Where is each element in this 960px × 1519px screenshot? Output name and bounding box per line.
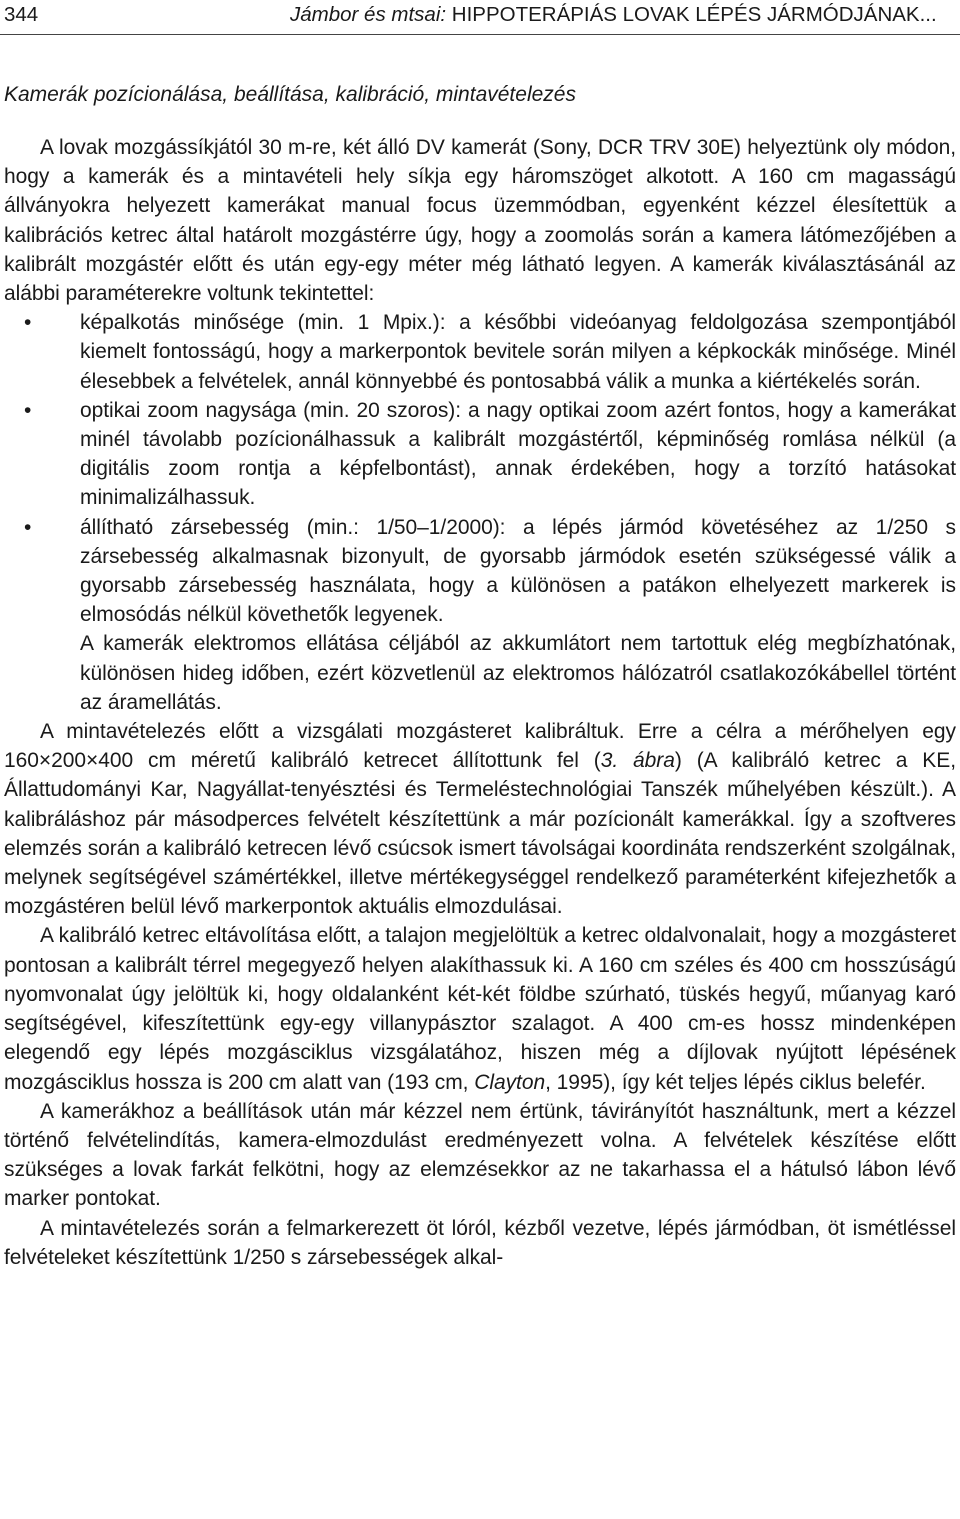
body-text xyxy=(4,133,956,1272)
citation-author: Clayton xyxy=(474,1070,546,1094)
list-item: • képalkotás minősége (min. 1 Mpix.): a későbbi videóanyag feldolgozása szempontjából kiemelt fontosságú, hogy a markerpontok bevitele során milyen a képkockák minősége. Minél élesebbek a felvételek, annál könnyebbé és pontosabbá válik a munka a kiértékelés során. xyxy=(4,308,956,396)
paragraph-2-text-a: A mintavételezés előtt a vizsgálati mozgásteret kalibráltuk. Erre a célra a mérőhelyen egy 160×200×400 cm méretű kalibráló ketrecet állítottunk fel ( xyxy=(4,720,956,773)
paragraph-2 xyxy=(4,717,956,921)
paragraph-5: A mintavételezés során a felmarkerezett öt lóról, kézből vezetve, lépés jármódban, öt ismétléssel felvételeket készítettünk 1/250 s zársebességek alkal- xyxy=(4,1216,956,1269)
camera-requirements-list xyxy=(4,308,956,629)
paragraph-4: A kamerákhoz a beállítások után már kézzel nem értünk, távirányítót használtunk, mert a kézzel történő felvételindítás, kamera-elmozdulást eredményezett volna. A felvételek készítése előtt szükséges a lovak farkát felkötni, hogy az elemzésekkor az ne takarhassa el a hátulsó lábon lévő marker pontokat. xyxy=(4,1099,956,1211)
running-title-authors: Jámbor és mtsai: xyxy=(290,3,447,26)
list-continuation-paragraph: A kamerák elektromos ellátása céljából az akkumlátort nem tartottuk elég megbízhatónak, különösen hideg időben, ezért közvetlenül az elektromos hálózatról csatlakozókábellel történt az áramellátás. xyxy=(80,632,956,714)
list-item: • állítható zársebesség (min.: 1/50–1/2000): a lépés jármód követéséhez az 1/250 s zársebesség alkalmasnak bizonyult, de gyorsabb jármódok esetén szükségessé válik a gyorsabb zársebesség használata, hogy a különösen a patákon elhelyezett markerek is elmosódás nélkül követhetők legyenek. xyxy=(4,513,956,630)
running-title-text: HIPPOTERÁPIÁS LOVAK LÉPÉS JÁRMÓDJÁNAK... xyxy=(446,3,937,26)
running-header xyxy=(4,0,956,30)
header-rule xyxy=(0,34,960,35)
figure-reference: 3. ábra xyxy=(600,749,675,773)
paragraph-1: A lovak mozgássíkjától 30 m-re, két álló DV kamerát (Sony, DCR TRV 30E) helyeztünk oly módon, hogy a kamerák és a mintavételi hely síkja egy háromszöget alkotott. A 160 cm magasságú állványokra helyezett kamerákat manual focus üzemmódban, egyenként kézzel élesítettük a kalibrációs ketrec által határolt mozgástérre úgy, hogy a zoomolás során a kamera látómezőjében a kalibrált mozgástér előtt és után egy-egy méter még látható legyen. A kamerák kiválasztásánál az alábbi paraméterekre voltunk tekintettel: xyxy=(4,136,956,306)
paragraph-3-text-b: , 1995), így két teljes lépés ciklus belefér. xyxy=(545,1070,926,1094)
section-title: Kamerák pozícionálása, beállítása, kalibráció, mintavételezés xyxy=(4,83,576,106)
running-title xyxy=(290,0,937,30)
paragraph-2-text-b: ) (A kalibráló ketrec a KE, Állattudományi Kar, Nagyállat-tenyésztési és Termeléstechnológiai Tanszék műhelyében készült.). A kalibráláshoz pár másodperces felvételt készítettünk a már pozícionált kamerákkal. Így a szoftveres elemzés során a kalibráló ketrecen lévő csúcsok ismert távolságai koordináta rendszerként szolgálnak, melynek segítségével számértékkel, illetve mértékegységgel rendelkező paraméterként kifejezhetők a mozgástéren belül lévő markerpontok aktuális elmozdulásai. xyxy=(4,749,957,919)
page-number: 344 xyxy=(4,3,39,26)
list-item: • optikai zoom nagysága (min. 20 szoros): a nagy optikai zoom azért fontos, hogy a kamerákat minél távolabb pozícionálhassuk a kalibrált mozgástértől, képminőség romlása nélkül (a digitális zoom rontja a képfelbontást), annak érdekében, hogy a torzító hatásokat minimalizálhassuk. xyxy=(4,396,956,513)
paragraph-3-text-a: A kalibráló ketrec eltávolítása előtt, a talajon megjelöltük a ketrec oldalvonalait, hogy a mozgásteret pontosan a kalibrált térrel megegyező helyen alakíthassuk ki. A 160 cm széles és 400 cm hosszúságú nyomvonalat úgy jelöltük ki, hogy oldalanként két-két földbe szúrható, tüskés hegyű, műanyag karó segítségével, kifeszítettünk egy-egy villanypásztor szalagot. A 400 cm-es hossz mindenképen elegendő egy lépés mozgásciklus vizsgálatához, hiszen még a díjlovak nyújtott lépésének mozgásciklus hossza is 200 cm alatt van (193 cm, xyxy=(4,924,956,1094)
paragraph-3 xyxy=(4,921,956,1096)
